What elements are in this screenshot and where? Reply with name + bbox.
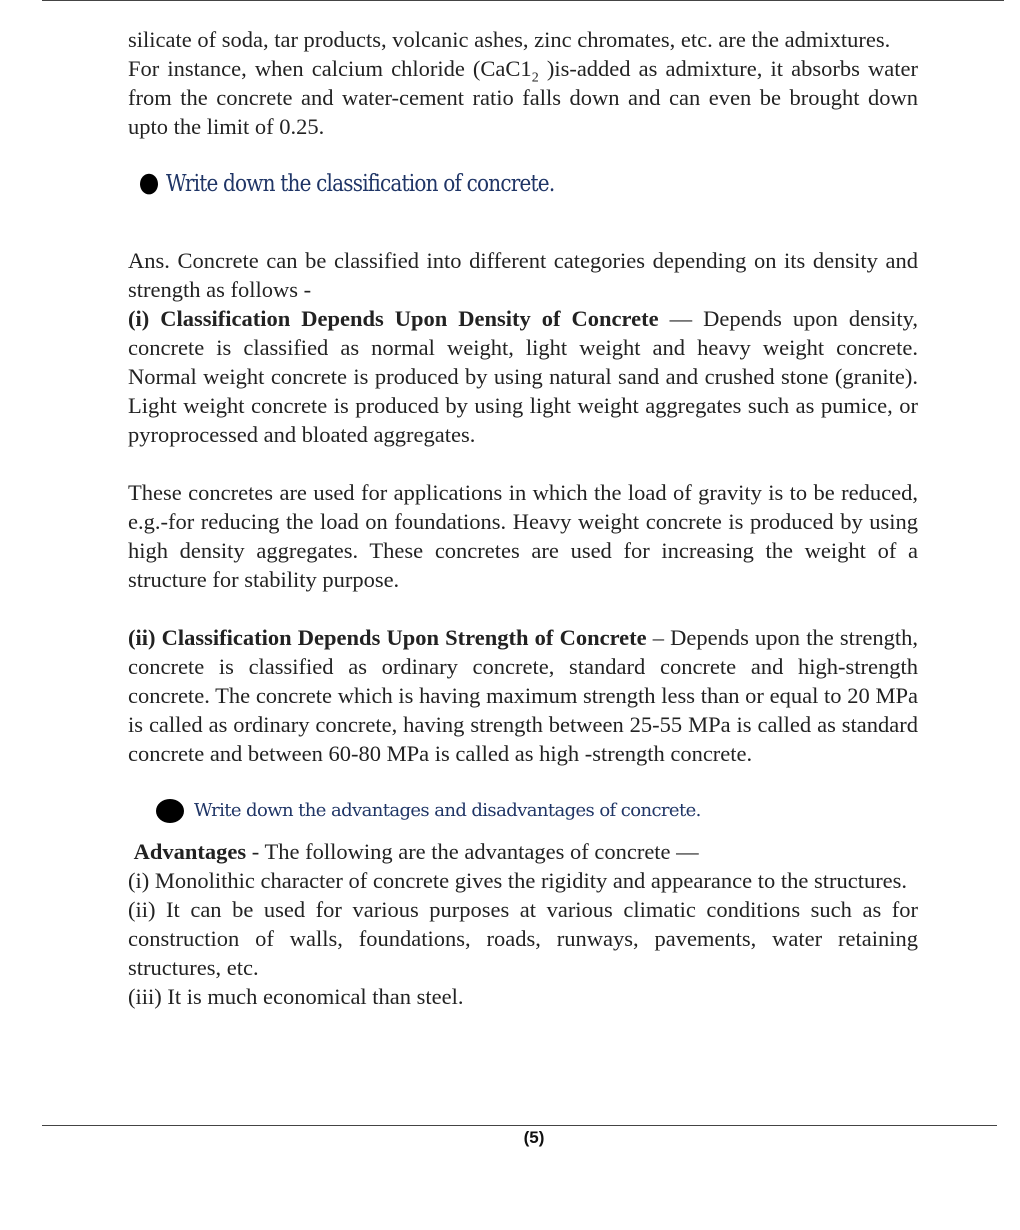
answer-intro: Ans. Concrete can be classified into different categories depending on its density and strength as follows - — [128, 248, 918, 302]
intro-paragraph: silicate of soda, tar products, volcanic ashes, zinc chromates, etc. are the admixtures. — [128, 27, 891, 52]
bottom-rule — [42, 1125, 997, 1126]
advantage-item: (ii) It can be used for various purposes at various climatic conditions such as for construction of walls, foundations, roads, runways, pavements, water retaining structures, etc. — [128, 897, 918, 980]
strength-text: – Depends upon the strength, concrete is classified as ordinary concrete, standard concrete and high-strength concrete. The concrete which is having maximum strength less than or equal to 20 MPa is called as ordinary concrete, having strength between 25-55 MPa is called as standard concrete and between 60-80 MPa is called as high -strength concrete. — [128, 625, 918, 766]
density-paragraph — [128, 304, 918, 449]
density-heading: (i) Classification Depends Upon Density of Concrete — [128, 306, 659, 331]
bullet-icon — [156, 799, 184, 823]
instance-text-start: For instance, when calcium chloride (CaC1 — [128, 56, 532, 81]
instance-paragraph — [128, 54, 918, 141]
question-advantages — [156, 796, 918, 825]
page-body — [128, 25, 918, 1011]
instance-subscript: 2 — [531, 70, 539, 86]
advantages-intro — [128, 837, 918, 866]
instance-text-end: )is-added as admixture, it absorbs water from the concrete and water-cement ratio falls down and can even be brought down upto the limit of 0.25. — [128, 56, 919, 139]
advantage-item: (iii) It is much economical than steel. — [128, 984, 464, 1009]
strength-paragraph — [128, 623, 918, 768]
advantages-heading: Advantages — [133, 839, 247, 864]
top-rule — [42, 0, 1004, 1]
bullet-icon — [140, 173, 158, 194]
question-advantages-text: Write down the advantages and disadvantages of concrete. — [194, 800, 701, 821]
question-classification-text: Write down the classification of concrete. — [166, 169, 555, 197]
spacer — [128, 449, 918, 478]
strength-heading: (ii) Classification Depends Upon Strength of Concrete — [128, 625, 647, 650]
density-text: — Depends upon density, concrete is classified as normal weight, light weight and heavy weight concrete. Normal weight concrete is produced by using natural sand and crushed stone (granite). Light weight concrete is produced by using light weight aggregates such as pumice, or pyroprocessed and bloated aggregates. — [128, 306, 918, 447]
page-number: (5) — [523, 1128, 545, 1147]
density-paragraph-2: These concretes are used for applications in which the load of gravity is to be reduced, e.g.-for reducing the load on foundations. Heavy weight concrete is produced by using high density aggregates. These concretes are used for increasing the weight of a structure for stability purpose. — [128, 480, 918, 592]
advantage-item: (i) Monolithic character of concrete gives the rigidity and appearance to the structures. — [128, 868, 908, 893]
spacer — [128, 594, 918, 623]
question-classification — [140, 167, 918, 200]
advantages-intro-text: - The following are the advantages of concrete — — [246, 839, 699, 864]
